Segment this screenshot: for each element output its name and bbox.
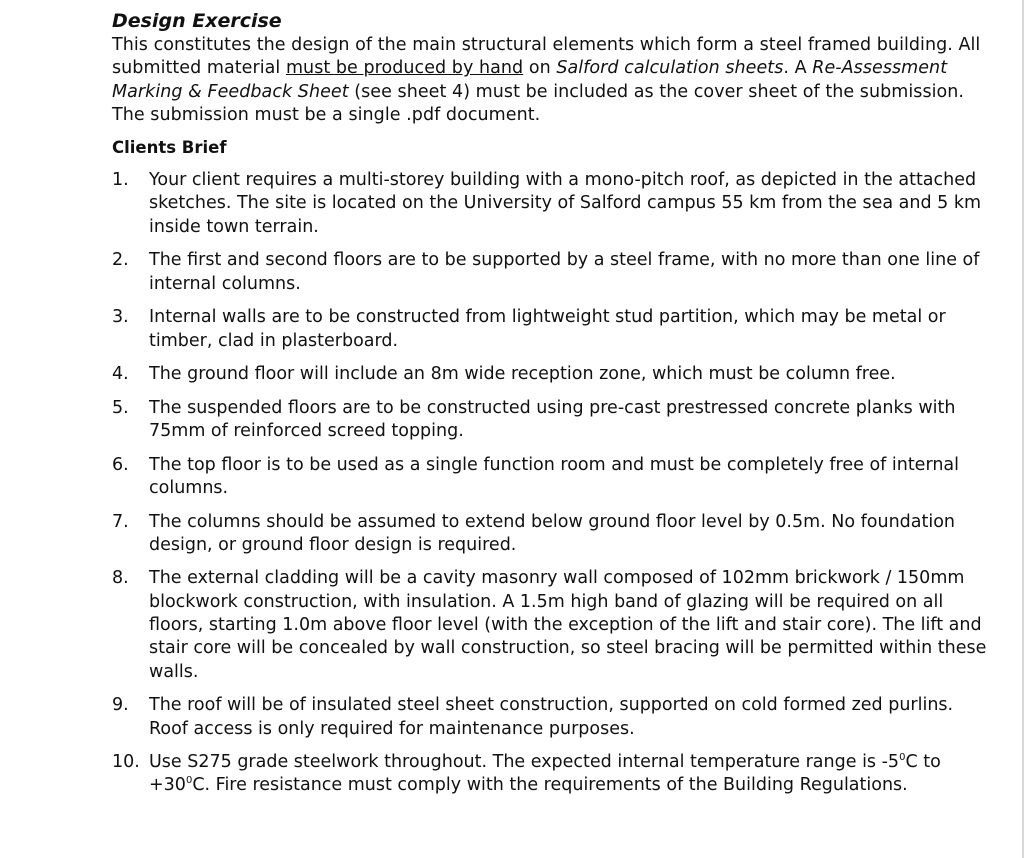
list-item-text: The first and second floors are to be supported by a steel frame, with no more than one line of internal columns. — [149, 250, 980, 294]
list-item-text: The external cladding will be a cavity masonry wall composed of 102mm brickwork / 150mm blockwork construction, with insulation. A 1.5m high band of glazing will be required on all floors, starting 1.0m above floor level (with the exception of the lift and stair core). The lift and stair core will be concealed by wall construction, so steel bracing will be permitted within these walls. — [149, 568, 987, 682]
list-item-number: 3. — [112, 307, 129, 328]
list-item-text: The top floor is to be used as a single function room and must be completely free of internal columns. — [149, 454, 960, 498]
intro-paragraph — [112, 34, 992, 127]
list-item-number: 7. — [112, 511, 129, 532]
list-item-number: 9. — [112, 695, 129, 716]
intro-text-2: on — [523, 58, 557, 79]
list-item — [112, 249, 992, 296]
intro-italic-calc-sheets: Salford calculation sheets — [556, 58, 784, 79]
intro-text-3: . A — [783, 58, 813, 79]
list-item-text: The suspended floors are to be constructed using pre-cast prestressed concrete planks with 75mm of reinforced screed topping. — [149, 397, 956, 442]
intro-underlined-text: must be produced by hand — [285, 58, 524, 79]
list-item — [112, 751, 992, 798]
intro-italic-feedback-sheet: Re-Assessment Marking & Feedback Sheet — [112, 58, 948, 102]
list-item — [112, 454, 992, 501]
list-item-text: The roof will be of insulated steel sheet construction, supported on cold formed zed purlins. Roof access is only required for maintenance purposes. — [149, 695, 954, 739]
list-item — [112, 169, 992, 239]
list-item — [112, 306, 992, 353]
list-item-number: 2. — [112, 250, 129, 271]
list-item — [112, 363, 992, 386]
list-item-number: 1. — [112, 170, 129, 191]
list-item-number: 8. — [112, 568, 129, 589]
list-item — [112, 511, 992, 558]
degree-superscript: 0 — [899, 752, 906, 764]
section-heading-clients-brief: Clients Brief — [112, 138, 227, 158]
list-item-number: 4. — [112, 364, 129, 385]
list-item-text — [149, 752, 941, 795]
list-item-text: Your client requires a multi-storey building with a mono-pitch roof, as depicted in the attached sketches. The site is located on the University of Salford campus 55 km from the sea and 5 km inside town terrain. — [149, 170, 982, 237]
list-item-number: 10. — [112, 752, 140, 773]
list-item — [112, 694, 992, 741]
item10-text-c: C. Fire resistance must comply with the requirements of the Building Regulations. — [192, 775, 908, 796]
list-item-number: 6. — [112, 454, 129, 475]
document-page — [112, 8, 992, 808]
item10-text-a: Use S275 grade steelwork throughout. The expected internal temperature range is -5 — [149, 752, 900, 773]
document-title: Design Exercise — [112, 10, 282, 32]
list-item-text: The ground floor will include an 8m wide reception zone, which must be column free. — [149, 364, 896, 385]
list-item-text: The columns should be assumed to extend below ground floor level by 0.5m. No foundation design, or ground floor design is required. — [149, 511, 956, 555]
intro-text-1: This constitutes the design of the main structural elements which form a steel framed building. All submitted material — [112, 35, 981, 79]
brief-list — [112, 169, 992, 798]
degree-superscript: 0 — [185, 775, 193, 787]
list-item — [112, 567, 992, 683]
intro-text-4: (see sheet 4) must be included as the cover sheet of the submission. The submission must be a single .pdf document. — [112, 81, 965, 125]
list-item — [112, 397, 992, 444]
item10-text-b: C to +30 — [149, 752, 941, 796]
list-item-text: Internal walls are to be constructed from lightweight stud partition, which may be metal or timber, clad in plasterboard. — [149, 307, 946, 351]
list-item-number: 5. — [112, 397, 129, 418]
